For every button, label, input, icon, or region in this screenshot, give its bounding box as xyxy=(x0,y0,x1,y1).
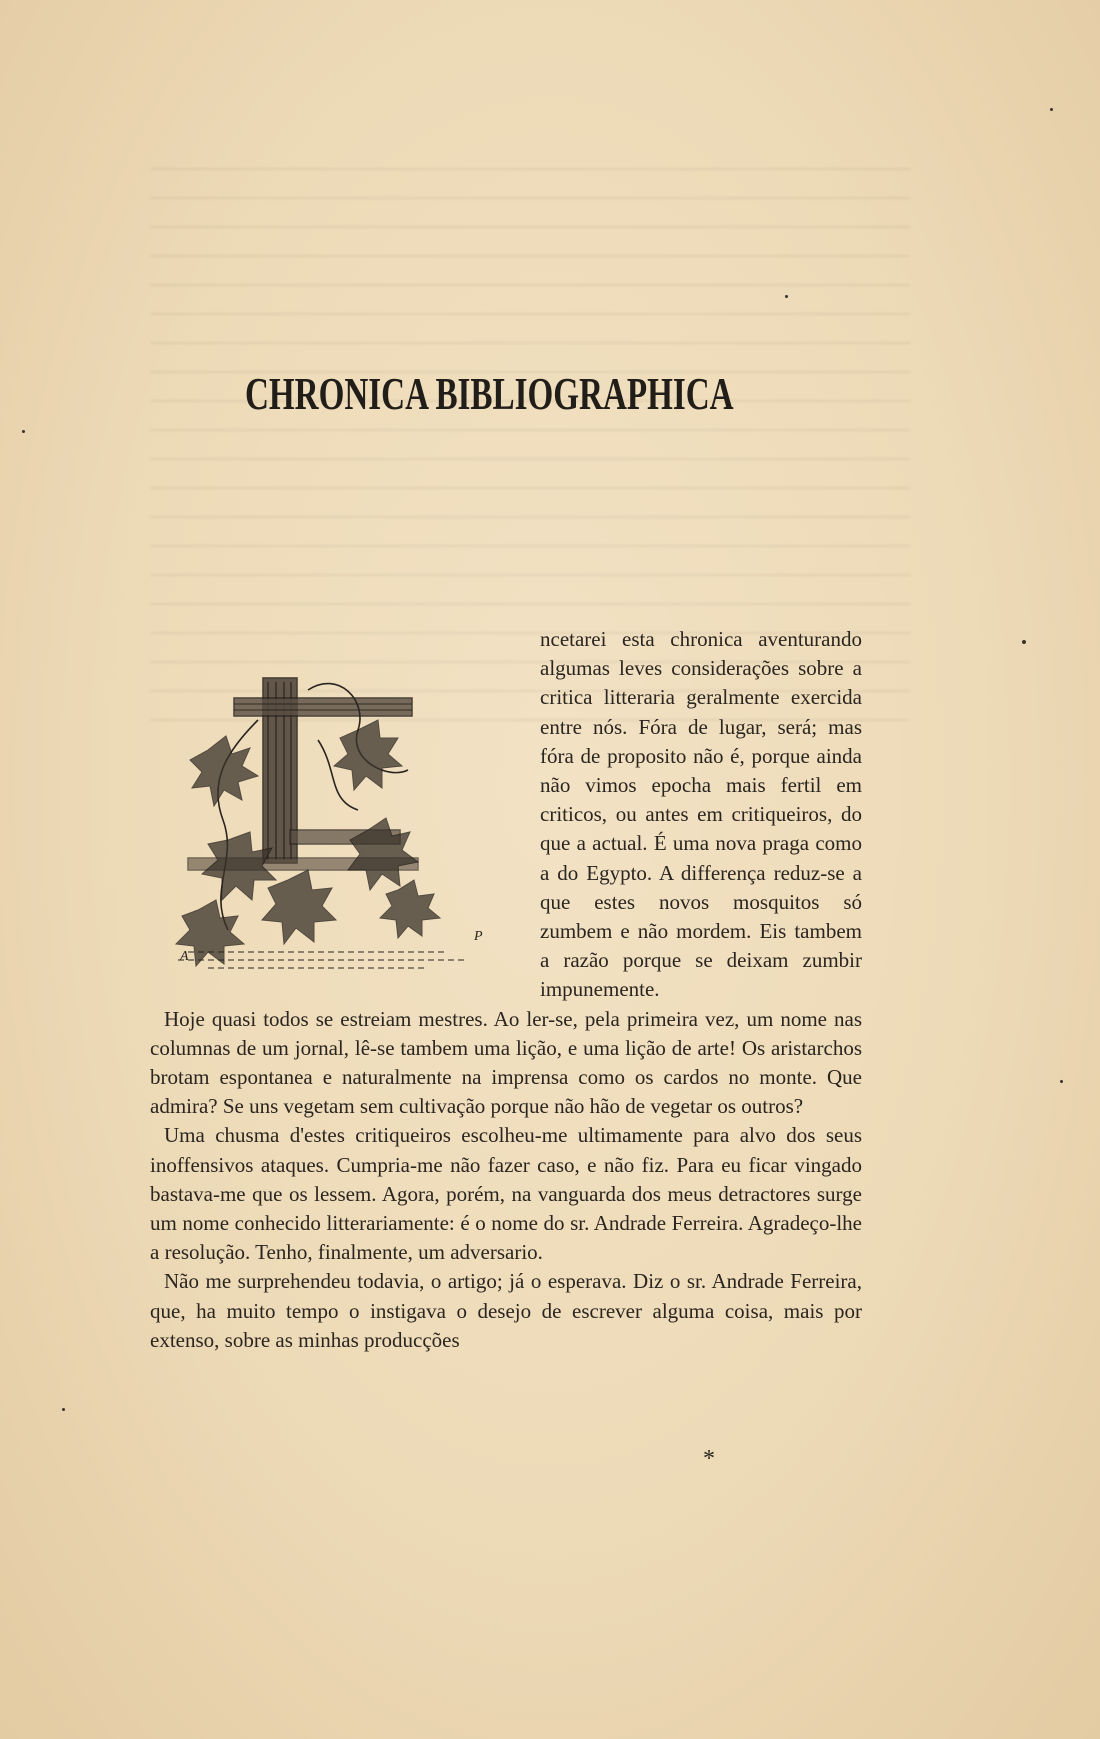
paragraph-2: Hoje quasi todos se estreiam mestres. Ao ler-se, pela primeira vez, um nome nas columnas de um jornal, lê-se tambem uma lição, e uma lição de arte! Os aristarchos brotam espontanea e naturalmente na imprensa como os cardos no monte. Que admira? Se uns vegetam sem cultivação porque não hão de vegetar os outros? xyxy=(150,1006,862,1119)
paper-speck xyxy=(62,1408,65,1411)
paper-speck xyxy=(1022,640,1026,644)
page-title: CHRONICA BIBLIOGRAPHICA xyxy=(245,368,734,419)
signature-mark: * xyxy=(703,1446,715,1472)
paper-speck xyxy=(1050,108,1053,111)
paragraph-4: Não me surprehendeu todavia, o artigo; já o esperava. Diz o sr. Andrade Ferreira, que, ha muito tempo o instigava o desejo de escrever alguma coisa, mais por extenso, sobre as minhas producções xyxy=(150,1269,862,1352)
illustration-float-space xyxy=(150,625,540,997)
engraver-initial-a: A xyxy=(180,949,189,964)
paragraph-3: Uma chusma d'estes critiqueiros escolheu-me ultimamente para alvo dos seus inoffensivos ataques. Cumpria-me não fazer caso, e não fiz. Para eu ficar vingado bastava-me que os lessem. Agora, porém, na vanguarda dos meus detractores surge um nome conhecido litterariamente: é o nome do sr. Andrade Ferreira. Agradeço-lhe a resolução. Tenho, finalmente, um adversario. xyxy=(150,1123,862,1265)
paragraph-1: ncetarei esta chronica aventurando algumas leves considerações sobre a critica litteraria geralmente exercida entre nós. Fóra de lugar, será; mas fóra de proposito não é, porque ainda não vimos epocha mais fertil em criticos, ou antes em critiqueiros, do que a actual. É uma nova praga como a do Egypto. A differença reduz-se a que estes novos mosquitos só zumbem e não mordem. Eis tambem a razão porque se deixam zumbir impunemente. xyxy=(540,627,862,1002)
paper-speck xyxy=(1060,1080,1063,1083)
paper-speck xyxy=(22,430,25,433)
article-body xyxy=(150,625,862,1355)
paper-speck xyxy=(785,295,788,298)
engraver-initial-p: P xyxy=(474,929,483,944)
